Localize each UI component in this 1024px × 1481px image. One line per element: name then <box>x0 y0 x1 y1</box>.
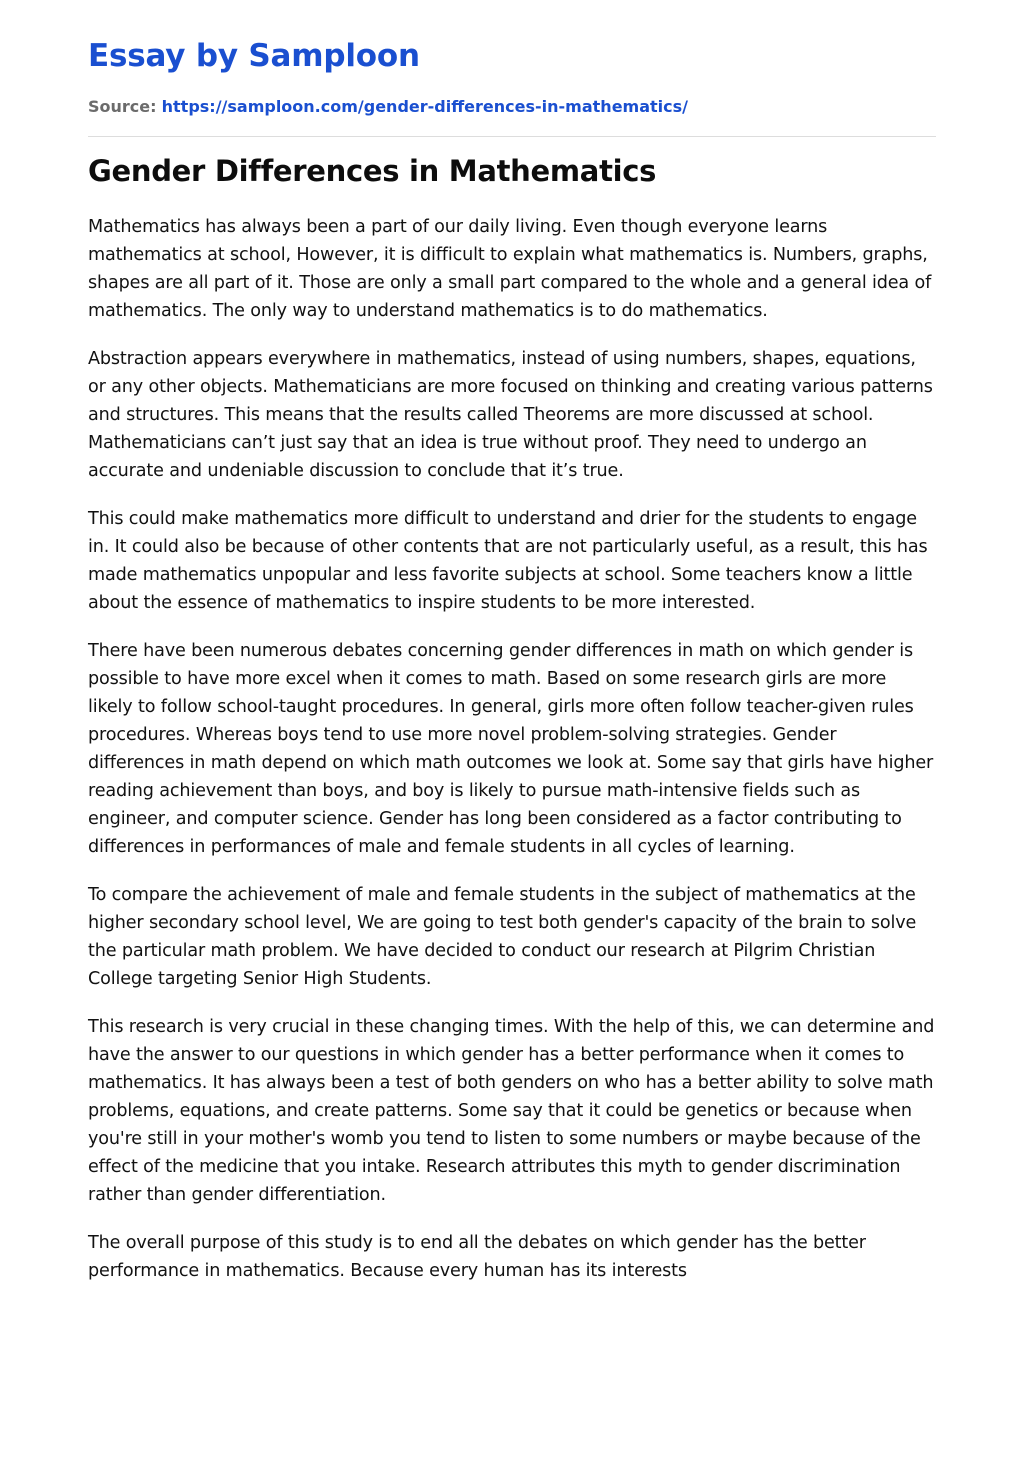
paragraph-1: Mathematics has always been a part of our daily living. Even though everyone learns mathematics at school, However, it is difficult to explain what mathematics is. Numbers, graphs, shapes are all part of it. Those are only a small part compared to the whole and a general idea of mathematics. The only way to understand mathematics is to do mathematics. <box>88 217 932 321</box>
paragraph-2: Abstraction appears everywhere in mathematics, instead of using numbers, shapes, equations, or any other objects. Mathematicians are more focused on thinking and creating various patterns and structures. This means that the results called Theorems are more discussed at school. Mathematicians can’t just say that an idea is true without proof. They need to undergo an accurate and undeniable discussion to conclude that it’s true. <box>88 349 933 481</box>
article-body <box>88 213 936 1285</box>
paragraph-4: There have been numerous debates concerning gender differences in math on which gender is possible to have more excel when it comes to math. Based on some research girls are more likely to follow school-taught procedures. In general, girls more often follow teacher-given rules procedures. Whereas boys tend to use more novel problem-solving strategies. Gender differences in math depend on which math outcomes we look at. Some say that girls have higher reading achievement than boys, and boy is likely to pursue math-intensive fields such as engineer, and computer science. Gender has long been considered as a factor contributing to differences in performances of male and female students in all cycles of learning. <box>88 641 934 857</box>
article-title: Gender Differences in Mathematics <box>88 154 657 188</box>
source-line <box>88 96 936 118</box>
paragraph-6: This research is very crucial in these changing times. With the help of this, we can determine and have the answer to our questions in which gender has a better performance when it comes to mathematics. It has always been a test of both genders on who has a better ability to solve math problems, equations, and create patterns. Some say that it could be genetics or because when you're still in your mother's womb you tend to listen to some numbers or maybe because of the effect of the medicine that you intake. Research attributes this myth to gender discrimination rather than gender differentiation. <box>88 1017 935 1205</box>
site-brand-title[interactable]: Essay by Samploon <box>88 38 420 74</box>
header-divider <box>88 136 936 137</box>
paragraph-7: The overall purpose of this study is to end all the debates on which gender has the better performance in mathematics. Because every human has its interests <box>88 1233 866 1281</box>
paragraph-5: To compare the achievement of male and female students in the subject of mathematics at the higher secondary school level, We are going to test both gender's capacity of the brain to solve the particular math problem. We have decided to conduct our research at Pilgrim Christian College targeting Senior High Students. <box>88 885 917 989</box>
essay-page <box>88 0 936 1305</box>
paragraph-3: This could make mathematics more difficult to understand and drier for the students to engage in. It could also be because of other contents that are not particularly useful, as a result, this has made mathematics unpopular and less favorite subjects at school. Some teachers know a little about the essence of mathematics to inspire students to be more interested. <box>88 509 928 613</box>
source-label: Source: <box>88 97 157 116</box>
source-link[interactable]: https://samploon.com/gender-differences-in-mathematics/ <box>161 97 688 116</box>
